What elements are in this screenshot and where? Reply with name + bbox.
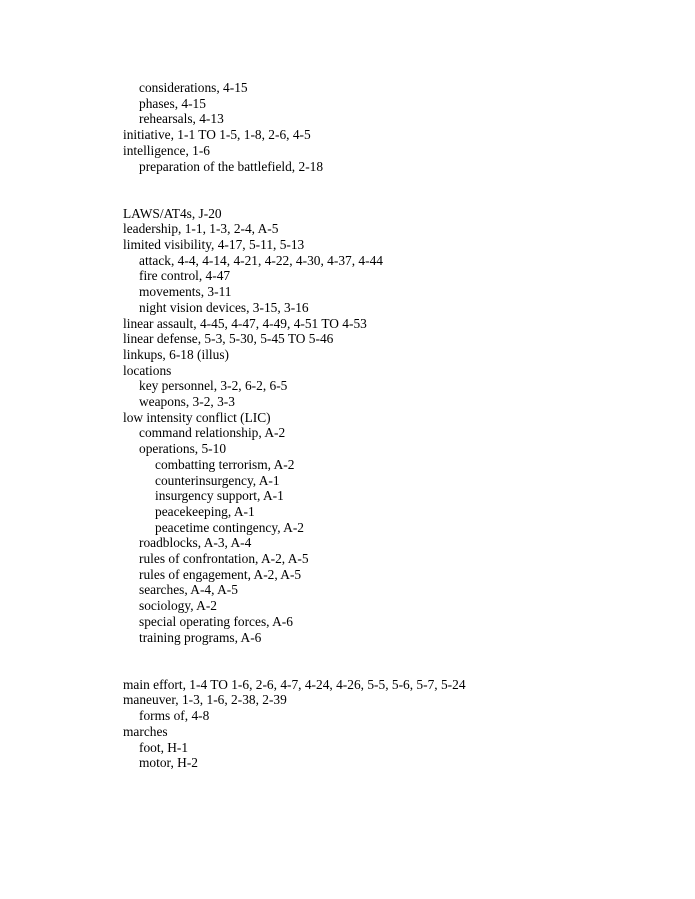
index-subentry: foot, H-1 [139, 739, 189, 755]
index-entry: low intensity conflict (LIC) [123, 409, 271, 425]
index-subentry: weapons, 3-2, 3-3 [139, 394, 235, 410]
index-subentry: movements, 3-11 [139, 284, 232, 300]
index-entry: initiative, 1-1 TO 1-5, 1-8, 2-6, 4-5 [123, 127, 311, 143]
index-subsubentry: insurgency support, A-1 [155, 488, 284, 504]
index-entry: locations [123, 362, 172, 378]
index-subentry: fire control, 4-47 [139, 268, 231, 284]
index-subentry: preparation of the battlefield, 2-18 [139, 158, 324, 174]
index-subentry: sociology, A-2 [139, 598, 217, 614]
index-entry: marches [123, 723, 168, 739]
index-subentry: roadblocks, A-3, A-4 [139, 535, 252, 551]
index-subentry: key personnel, 3-2, 6-2, 6-5 [139, 378, 288, 394]
index-subentry: rehearsals, 4-13 [139, 111, 224, 127]
index-subsubentry: counterinsurgency, A-1 [155, 472, 280, 488]
index-entry: LAWS/AT4s, J-20 [123, 205, 222, 221]
index-entry: linear defense, 5-3, 5-30, 5-45 TO 5-46 [123, 331, 334, 347]
index-entry: linear assault, 4-45, 4-47, 4-49, 4-51 TO 4-53 [123, 315, 367, 331]
index-subentry: phases, 4-15 [139, 95, 206, 111]
index-entry: limited visibility, 4-17, 5-11, 5-13 [123, 237, 305, 253]
index-section [123, 80, 643, 174]
index-subentry: training programs, A-6 [139, 629, 262, 645]
index-subentry: searches, A-4, A-5 [139, 582, 238, 598]
index-subentry: rules of engagement, A-2, A-5 [139, 566, 302, 582]
index-subentry: rules of confrontation, A-2, A-5 [139, 551, 309, 567]
index-entry: linkups, 6-18 (illus) [123, 346, 230, 362]
index-subentry: motor, H-2 [139, 755, 198, 771]
index-entry: leadership, 1-1, 1-3, 2-4, A-5 [123, 221, 279, 237]
index-subentry: command relationship, A-2 [139, 425, 286, 441]
section-spacer [123, 174, 643, 205]
index-entry: intelligence, 1-6 [123, 142, 211, 158]
index-subentry: special operating forces, A-6 [139, 613, 293, 629]
index-section [123, 677, 643, 771]
index-subsubentry: peacetime contingency, A-2 [155, 519, 304, 535]
index-entry: maneuver, 1-3, 1-6, 2-38, 2-39 [123, 692, 287, 708]
index-subsubentry: peacekeeping, A-1 [155, 503, 255, 519]
index-subentry: considerations, 4-15 [139, 80, 248, 95]
index-subentry: forms of, 4-8 [139, 708, 210, 724]
section-spacer [123, 645, 643, 676]
index-subentry: night vision devices, 3-15, 3-16 [139, 299, 309, 315]
index-subentry: attack, 4-4, 4-14, 4-21, 4-22, 4-30, 4-37, 4-44 [139, 252, 383, 268]
index-subentry: operations, 5-10 [139, 441, 227, 457]
index-section [123, 206, 643, 646]
index-subsubentry: combatting terrorism, A-2 [155, 456, 295, 472]
index-list [123, 80, 643, 771]
index-entry: main effort, 1-4 TO 1-6, 2-6, 4-7, 4-24, 4-26, 5-5, 5-6, 5-7, 5-24 [123, 676, 466, 692]
